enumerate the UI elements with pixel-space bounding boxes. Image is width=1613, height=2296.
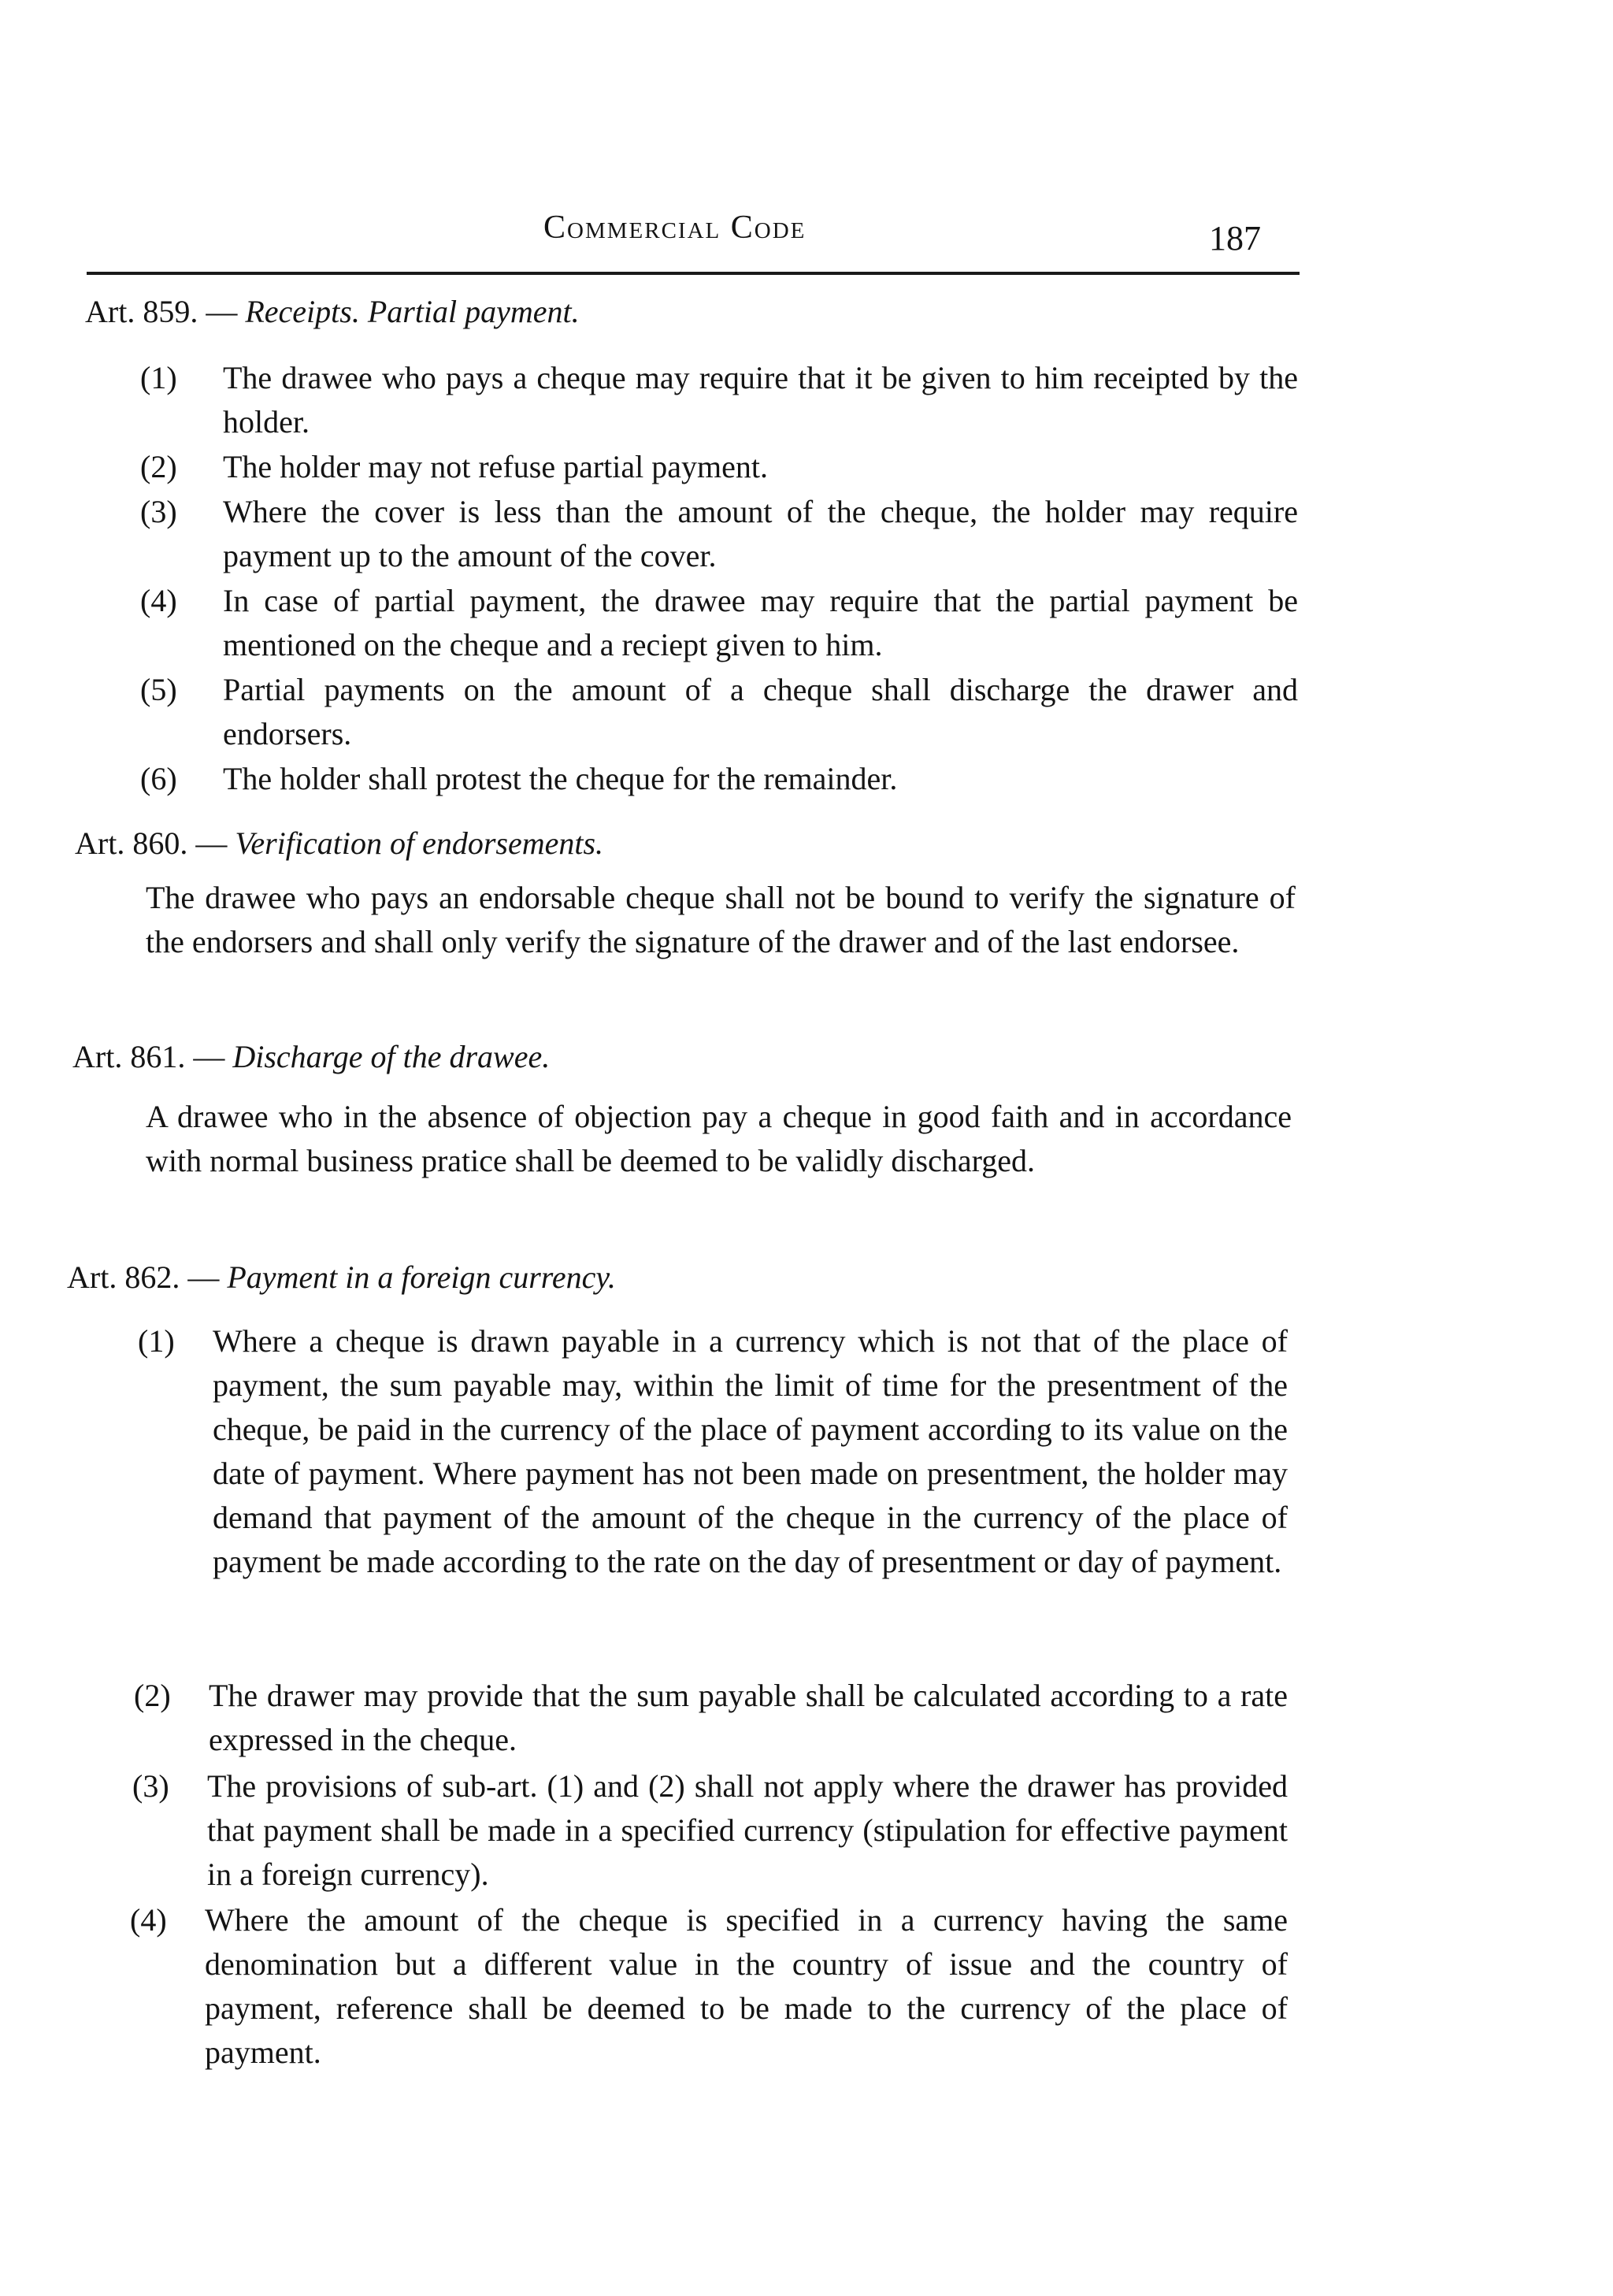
item-text: Where a cheque is drawn payable in a currency which is not that of the place of payment, the sum payable may, within the limit of time for the presentment of the cheque, be paid in the currency of the place of payment according to its value on the date of payment. Where payment has not been made on presentment, the holder may demand that payment of the amount of the cheque in the currency of the place of payment be made according to the rate on the day of presentment or day of payment.	[213, 1323, 1288, 1579]
item-text: Partial payments on the amount of a cheque shall discharge the drawer and endorsers.	[223, 672, 1298, 751]
list-item	[140, 490, 1298, 578]
list-item	[140, 668, 1298, 756]
item-text: The holder shall protest the cheque for the remainder.	[223, 761, 898, 796]
list-item	[138, 1319, 1288, 1674]
running-head	[87, 209, 1300, 272]
article-number: Art. 859. —	[85, 294, 238, 329]
item-number: (3)	[132, 1768, 169, 1804]
article-body: The drawee who pays an endorsable cheque shall not be bound to verify the signature of the endorsers and shall only verify the signature of the drawer and of the last endorsee.	[146, 880, 1296, 959]
article-number: Art. 860. —	[75, 825, 228, 861]
item-number: (5)	[140, 672, 177, 707]
article-body: A drawee who in the absence of objection pay a cheque in good faith and in accordance with normal business pratice shall be deemed to be validly discharged.	[146, 1099, 1292, 1178]
article-title: Payment in a foreign currency.	[227, 1259, 616, 1295]
item-number: (2)	[140, 449, 177, 484]
item-number: (6)	[140, 761, 177, 796]
article-title: Discharge of the drawee.	[232, 1039, 551, 1074]
list-item	[140, 757, 1298, 801]
item-number: (1)	[140, 360, 177, 395]
item-number: (4)	[130, 1902, 167, 1938]
article-859-heading	[85, 293, 580, 330]
article-number: Art. 861. —	[72, 1039, 225, 1074]
article-861-heading	[72, 1038, 550, 1075]
page-number: 187	[1209, 219, 1261, 258]
item-number: (4)	[140, 583, 177, 618]
item-text: Where the amount of the cheque is specified in a currency having the same denomination but a different value in the country of issue and the country of payment, reference shall be deemed to be made to the currency of the place of payment.	[205, 1902, 1288, 2070]
item-number: (1)	[138, 1323, 175, 1359]
article-862-heading	[67, 1259, 616, 1296]
article-number: Art. 862. —	[67, 1259, 220, 1295]
list-item	[140, 445, 1298, 489]
item-number: (3)	[140, 494, 177, 529]
list-item	[132, 1764, 1288, 1897]
article-860-heading	[75, 825, 603, 862]
header-rule	[87, 272, 1300, 275]
item-number: (2)	[134, 1678, 171, 1713]
list-item	[140, 579, 1298, 667]
item-text: Where the cover is less than the amount of the cheque, the holder may require payment up to the amount of the cover.	[223, 494, 1298, 573]
running-title: Commercial Code	[543, 210, 806, 246]
list-item	[140, 356, 1298, 444]
article-title: Verification of endorsements.	[235, 825, 604, 861]
item-text: The holder may not refuse partial payment.	[223, 449, 768, 484]
item-text: The provisions of sub-art. (1) and (2) shall not apply where the drawer has provided that payment shall be made in a specified currency (stipulation for effective payment in a foreign currency).	[207, 1768, 1288, 1892]
list-item	[130, 1898, 1288, 2075]
list-item	[134, 1674, 1288, 1762]
article-title: Receipts. Partial payment.	[245, 294, 580, 329]
item-text: The drawer may provide that the sum payable shall be calculated according to a rate expressed in the cheque.	[209, 1678, 1288, 1757]
item-text: In case of partial payment, the drawee may require that the partial payment be mentioned on the cheque and a reciept given to him.	[223, 583, 1298, 662]
item-text: The drawee who pays a cheque may require that it be given to him receipted by the holder.	[223, 360, 1298, 440]
